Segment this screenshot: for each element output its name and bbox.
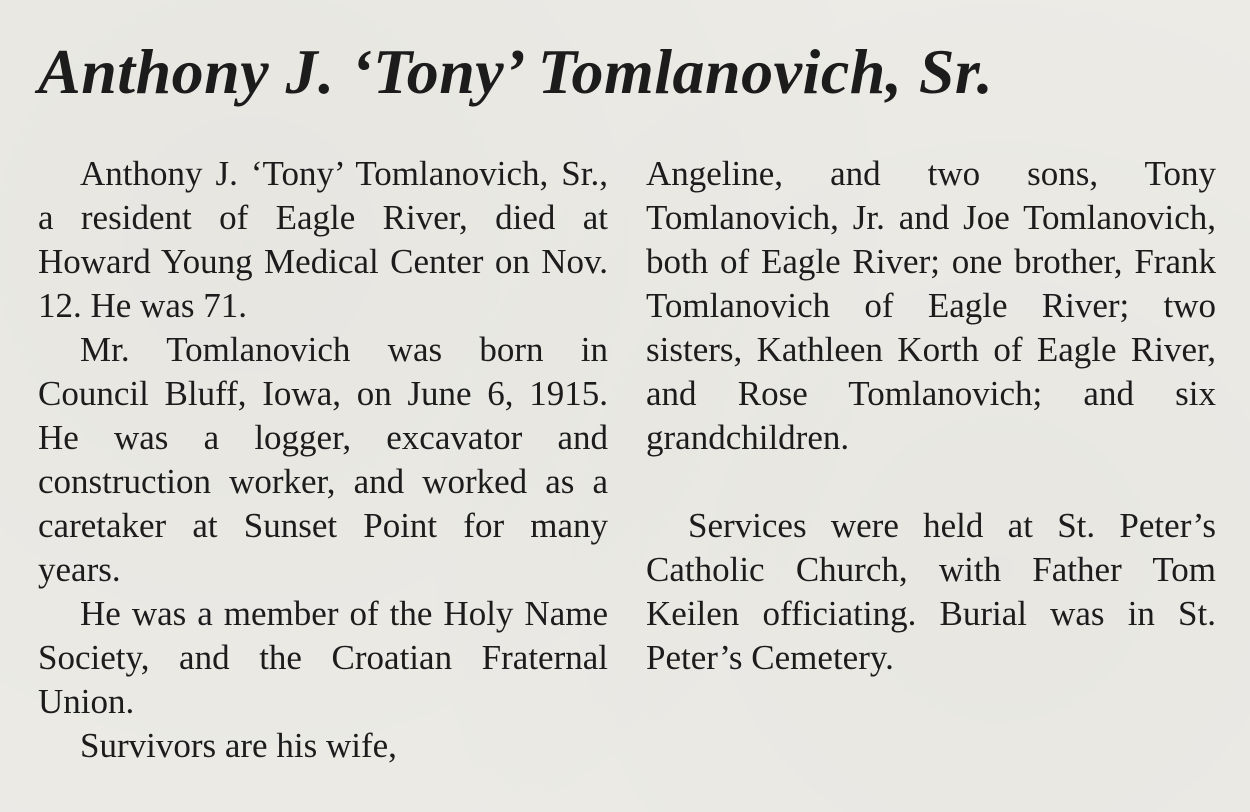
- paragraph-survivors-start: Survivors are his wife,: [80, 726, 397, 765]
- paragraph-survivors-continued: Angeline, and two sons, Tony Tomlanovich, Jr. and Joe Tomlanovich, both of Eagle River; one brother, Frank Tomlanovich of Eagle River; two sisters, Kathleen Korth of Eagle River, and Rose Tomlanovich; and six grandchildren.: [646, 154, 1216, 457]
- column-left: [38, 152, 608, 768]
- article-columns: [38, 152, 1216, 768]
- paragraph-intro: Anthony J. ‘Tony’ Tomlanovich, Sr., a resident of Eagle River, died at Howard Young Medical Center on Nov. 12. He was 71.: [38, 154, 608, 325]
- column-right: [646, 152, 1216, 768]
- headline: Anthony J. ‘Tony’ Tomlanovich, Sr.: [38, 36, 994, 107]
- paragraph-services: Services were held at St. Peter’s Catholic Church, with Father Tom Keilen officiating. Burial was in St. Peter’s Cemetery.: [646, 506, 1216, 677]
- paragraph-memberships: He was a member of the Holy Name Society, and the Croatian Fraternal Union.: [38, 594, 608, 721]
- paragraph-biography: Mr. Tomlanovich was born in Council Bluff, Iowa, on June 6, 1915. He was a logger, excavator and construction worker, and worked as a caretaker at Sunset Point for many years.: [38, 330, 608, 589]
